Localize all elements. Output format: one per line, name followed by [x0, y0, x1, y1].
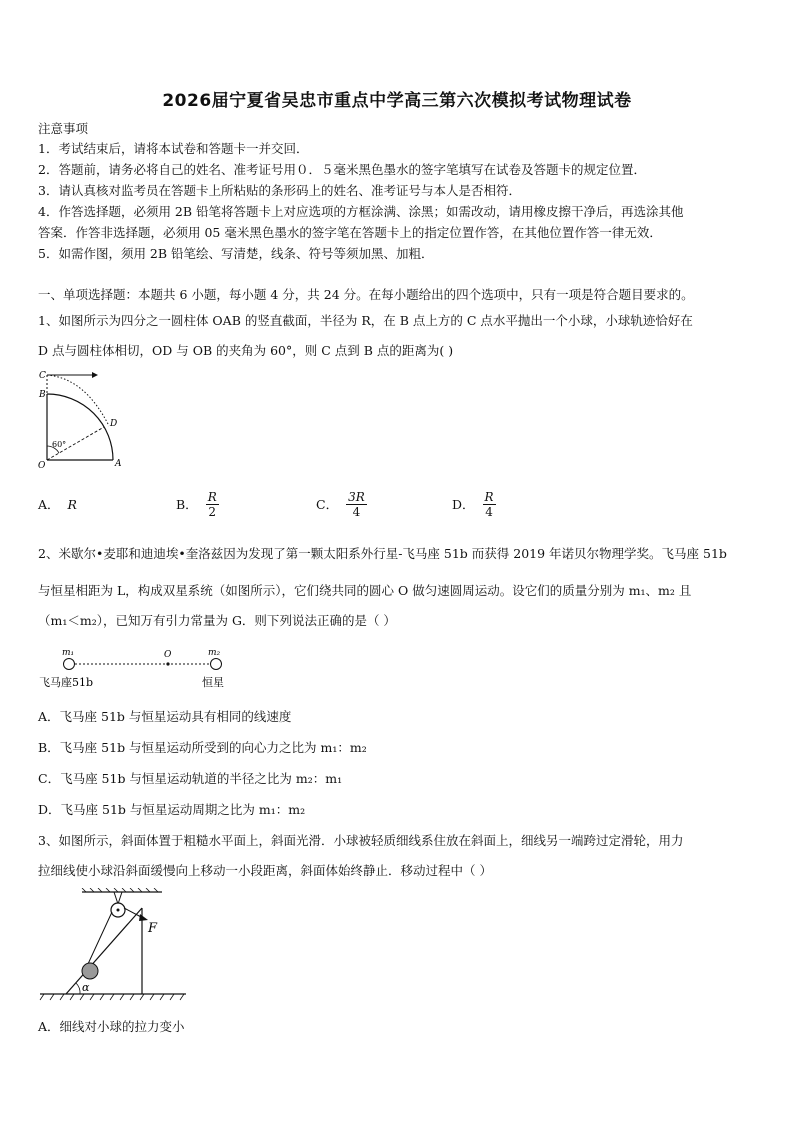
q1-option-a-value: R [67, 496, 77, 512]
notice-item-2: 2．答题前，请务必将自己的姓名、准考证号用０．５毫米黑色墨水的签字笔填写在试卷及答题卡的规定位置． [38, 162, 646, 177]
q2-center-icon [166, 662, 169, 665]
q2-option-c[interactable]: C．飞马座 51b 与恒星运动轨道的半径之比为 m₂：m₁ [38, 771, 343, 786]
q2-planet-icon [64, 659, 75, 670]
q1-label-a: A [115, 459, 122, 469]
q3-stem-line1: 3、如图所示，斜面体置于粗糙水平面上，斜面光滑．小球被轻质细线系住放在斜面上，细线另一端跨过定滑轮，用力 [38, 833, 684, 848]
q1-options [38, 484, 758, 524]
q3-stem-line2: 拉细线使小球沿斜面缓慢向上移动一小段距离，斜面体始终静止．移动过程中（ ） [38, 863, 492, 878]
notice-item-1: 1．考试结束后，请将本试卷和答题卡一并交回． [38, 141, 309, 156]
q1-label-d: D [110, 419, 118, 429]
page-title: 2026届宁夏省吴忠市重点中学高三第六次模拟考试物理试卷 [162, 91, 632, 111]
q1-option-c-label: C． [316, 497, 339, 512]
q1-option-d-label: D． [452, 497, 475, 512]
q2-label-m1: m₁ [62, 648, 75, 658]
q1-option-b-label: B． [176, 497, 198, 512]
q1-option-c[interactable] [316, 484, 367, 524]
q1-option-d[interactable] [452, 484, 496, 524]
q3-ball-icon [82, 963, 98, 979]
q1-option-c-fraction [346, 490, 367, 519]
q1-label-b: B [39, 390, 46, 400]
q1-option-d-den: 4 [485, 504, 493, 519]
notice-item-4: 4．作答选择题，必须用 2B 铅笔将答题卡上对应选项的方框涂满、涂黑；如需改动，请用橡皮擦干净后，再选涂其他 [38, 204, 684, 219]
q1-stem-line2: D 点与圆柱体相切，OD 与 OB 的夹角为 60°，则 C 点到 B 点的距离为( ) [38, 343, 454, 358]
q2-stem-line3: （m₁＜m₂），已知万有引力常量为 G．则下列说法正确的是（ ） [38, 613, 396, 628]
q1-option-b[interactable] [176, 484, 219, 524]
q1-option-a-label: A． [38, 497, 60, 512]
q2-stem-line2: 与恒星相距为 L，构成双星系统（如图所示），它们绕共同的圆心 O 做匀速圆周运动。设它们的质量分别为 m₁、m₂ 且 [38, 583, 692, 598]
q2-label-o: O [164, 650, 172, 660]
q1-label-angle: 60° [52, 440, 67, 449]
q1-option-b-num: R [207, 489, 217, 504]
q2-option-b[interactable]: B．飞马座 51b 与恒星运动所受到的向心力之比为 m₁：m₂ [38, 740, 367, 755]
q1-label-c: C [39, 371, 46, 381]
q2-label-star: 恒星 [202, 676, 224, 689]
q1-option-b-fraction [206, 490, 219, 519]
q1-option-d-num: R [484, 489, 494, 504]
q2-label-m2: m₂ [208, 648, 221, 658]
q3-label-alpha: α [82, 981, 90, 994]
q1-option-c-num: 3R [348, 489, 365, 504]
notice-heading: 注意事项 [38, 121, 89, 136]
q2-option-d[interactable]: D．飞马座 51b 与恒星运动周期之比为 m₁：m₂ [38, 802, 306, 817]
q2-figure [34, 644, 244, 690]
q1-stem-line1: 1、如图所示为四分之一圆柱体 OAB 的竖直截面，半径为 R，在 B 点上方的 C 点水平抛出一个小球，小球轨迹恰好在 [38, 313, 693, 328]
q2-option-a[interactable]: A．飞马座 51b 与恒星运动具有相同的线速度 [38, 709, 292, 724]
q3-option-a[interactable]: A．细线对小球的拉力变小 [38, 1019, 185, 1034]
q1-option-d-fraction [483, 490, 496, 519]
q3-label-f: F [148, 921, 158, 936]
notice-item-4-cont: 答案．作答非选择题，必须用 05 毫米黑色墨水的签字笔在答题卡上的指定位置作答，在其他位置作答一律无效． [38, 225, 662, 240]
q1-label-o: O [38, 461, 46, 471]
q1-figure [30, 364, 140, 474]
q3-figure [36, 888, 196, 1010]
notice-item-3: 3．请认真核对监考员在答题卡上所粘贴的条形码上的姓名、准考证号与本人是否相符． [38, 183, 521, 198]
q1-option-b-den: 2 [208, 504, 217, 519]
section-heading: 一、单项选择题：本题共 6 小题，每小题 4 分，共 24 分。在每小题给出的四个选项中，只有一项是符合题目要求的。 [38, 287, 694, 302]
notice-item-5: 5．如需作图，须用 2B 铅笔绘、写清楚，线条、符号等须加黑、加粗． [38, 246, 434, 261]
q2-label-planet: 飞马座51b [39, 676, 94, 689]
q1-option-c-den: 4 [352, 504, 361, 519]
q2-stem-line1: 2、米歇尔•麦耶和迪迪埃•奎洛兹因为发现了第一颗太阳系外行星-飞马座 51b 而获得 2019 年诺贝尔物理学奖。飞马座 51b [38, 546, 727, 561]
q2-star-icon [211, 659, 222, 670]
q1-option-a[interactable] [38, 484, 77, 524]
